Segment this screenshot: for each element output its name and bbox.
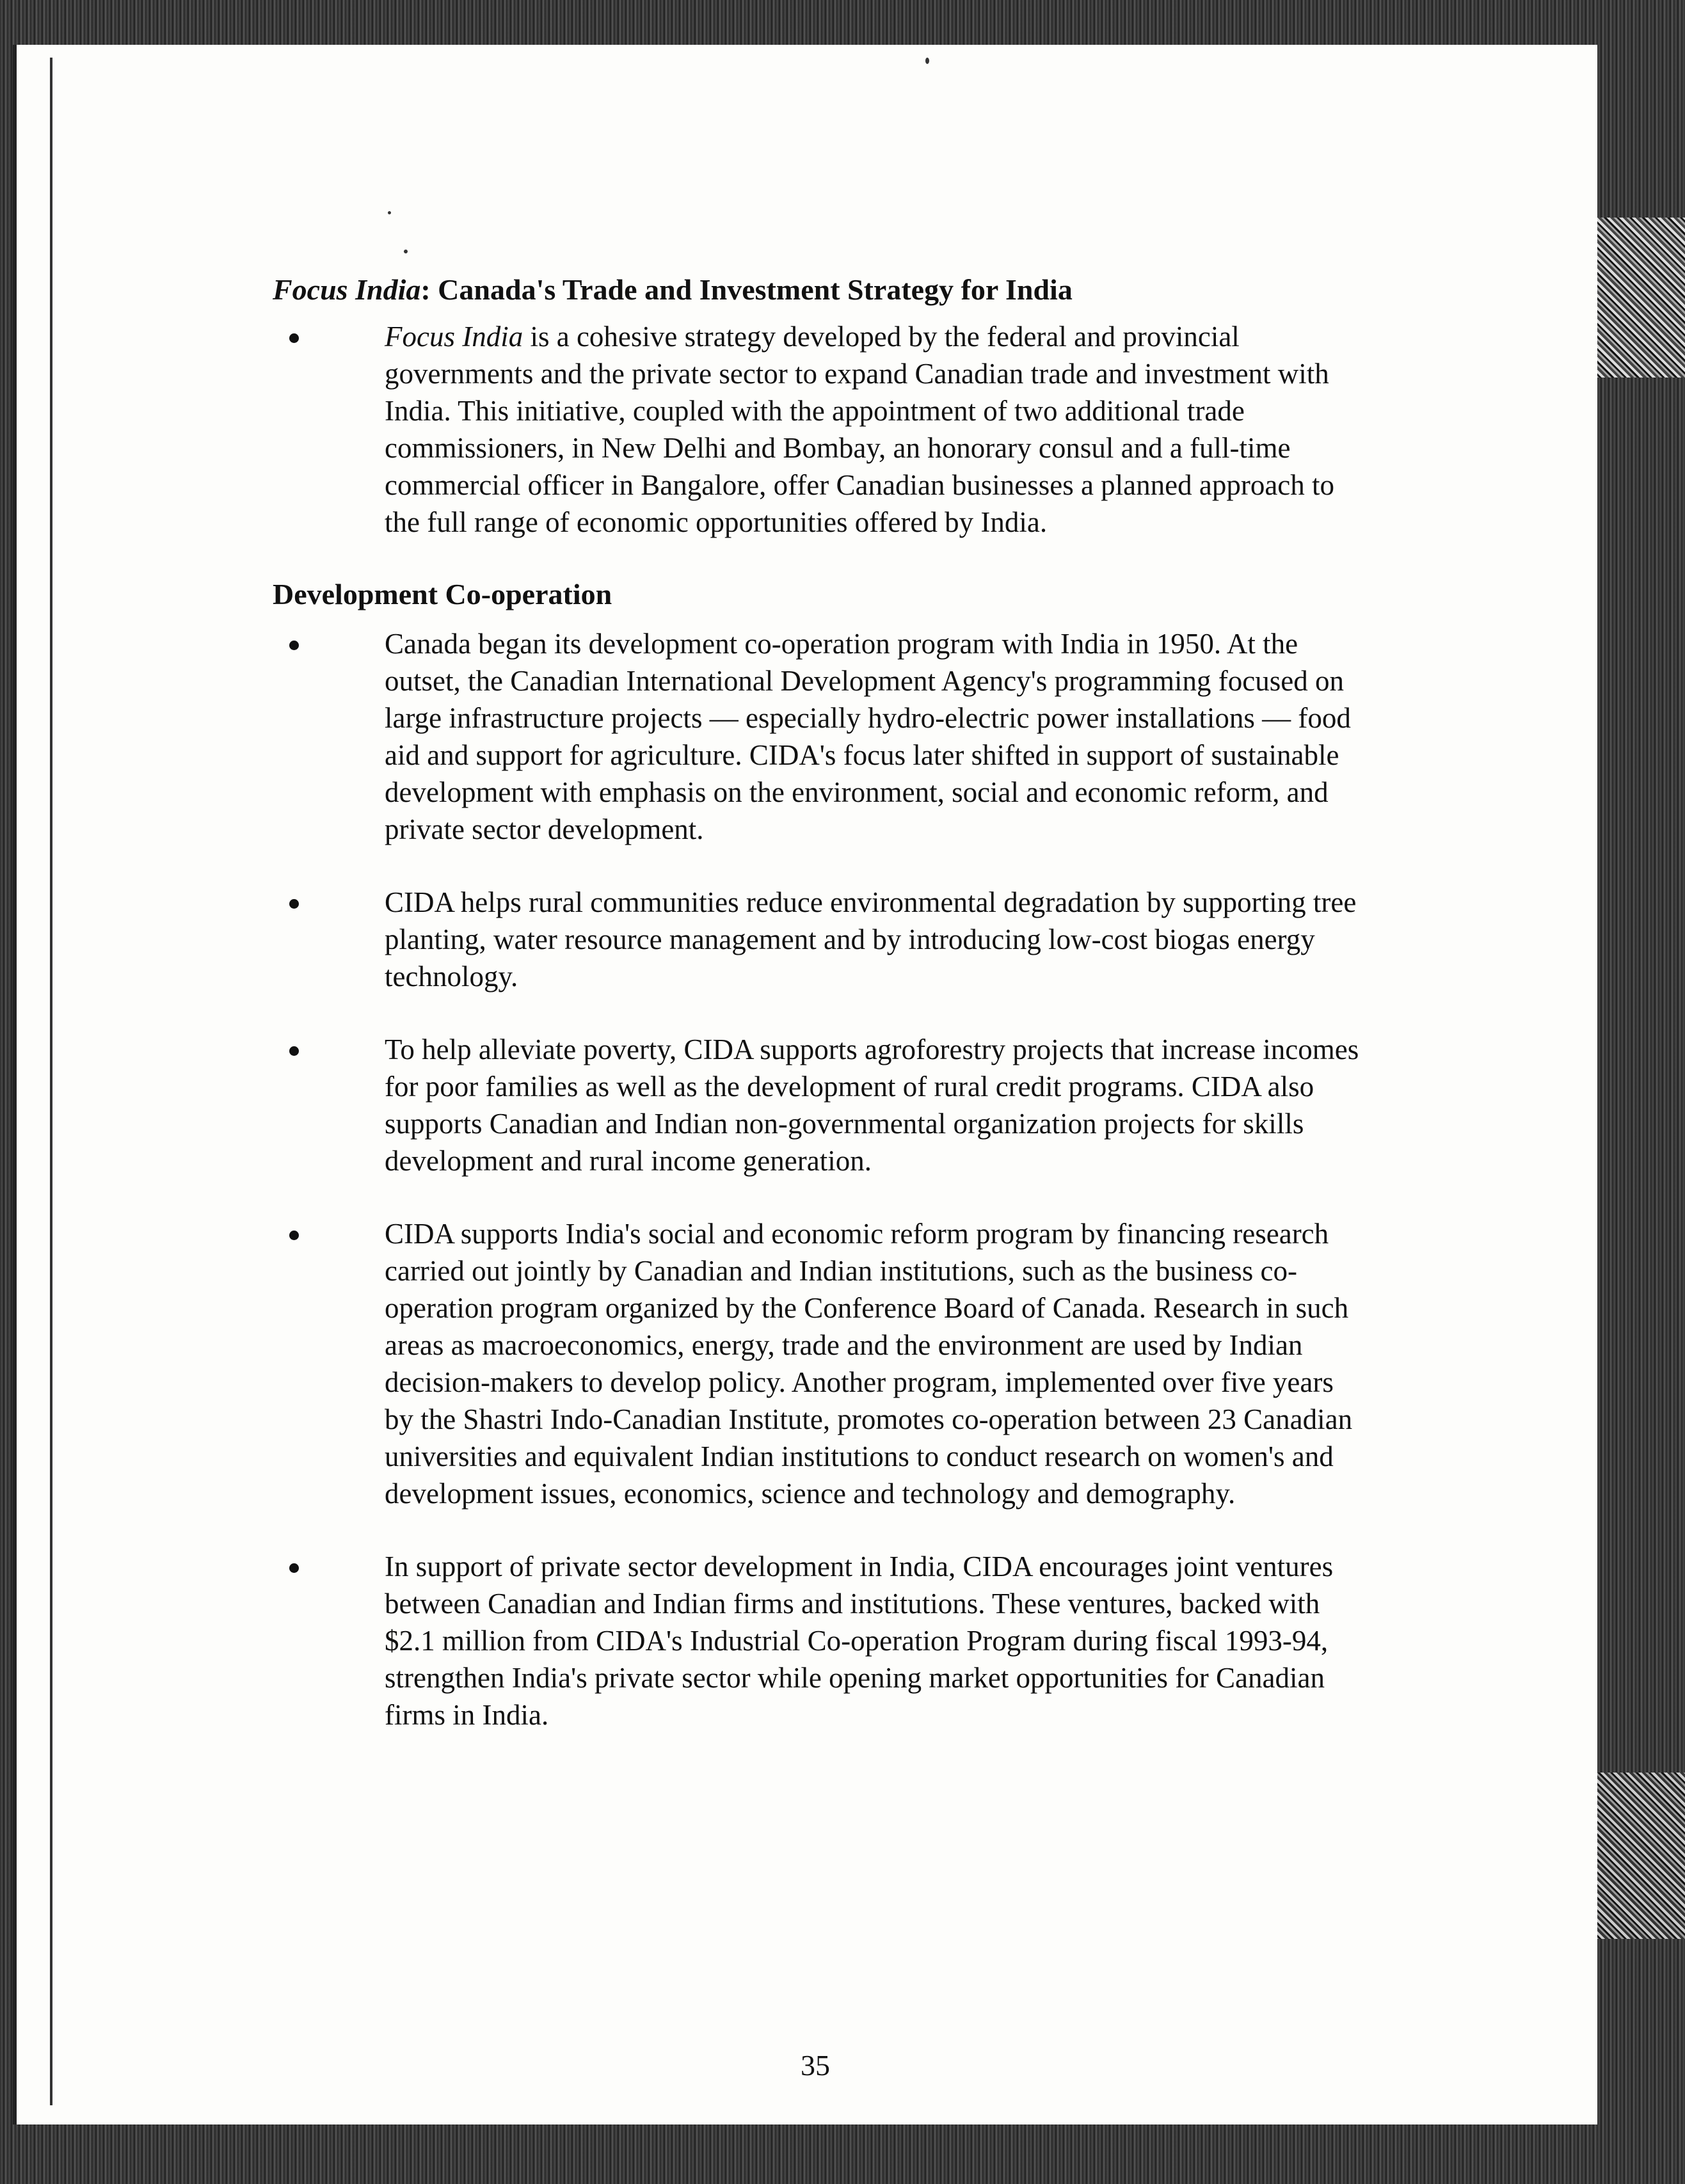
scan-speck [388, 211, 391, 214]
list-item-emphasis: Focus India [385, 321, 523, 353]
list-item [273, 1548, 1361, 1734]
scan-edge-texture [1589, 1773, 1685, 1939]
bullet-icon [289, 899, 299, 909]
section-title-development-cooperation: Development Co-operation [273, 578, 612, 610]
list-item [273, 1215, 1361, 1512]
document-content [273, 272, 1361, 1769]
list-item-text: In support of private sector development in India, CIDA encourages joint ventures between Canadian and Indian firms and institutions. These ventures, backed with $2.1 million from CIDA's Industrial Co-operation Program during fiscal 1993-94, strengthen India's private sector while opening market opportunities for Canadian firms in India. [385, 1550, 1334, 1731]
list-item [273, 625, 1361, 848]
focus-india-list [273, 318, 1361, 541]
bullet-icon [289, 641, 299, 650]
list-item-text: To help alleviate poverty, CIDA supports agroforestry projects that increase incomes for poor families as well as the development of rural credit programs. CIDA also supports Canadian and Indian non-governmental organization projects for skills development and rural income generation. [385, 1033, 1359, 1177]
list-item [273, 1031, 1361, 1179]
page-number: 35 [801, 2049, 830, 2082]
development-cooperation-list [273, 625, 1361, 1734]
section-title-focus-india [273, 272, 1361, 308]
binding-line [50, 58, 52, 2105]
bullet-icon [289, 1563, 299, 1573]
bullet-icon [289, 1046, 299, 1056]
bullet-icon [289, 1231, 299, 1240]
list-item [273, 318, 1361, 541]
list-item-text: Canada began its development co-operation program with India in 1950. At the outset, the Canadian International Development Agency's programming focused on large infrastructure projects — especially hydro-electric power installations — food aid and support for agriculture. CIDA's focus later shifted in support of sustainable development with emphasis on the environment, social and economic reform, and private sector development. [385, 628, 1351, 845]
list-item-text [385, 321, 1334, 538]
list-item-body: is a cohesive strategy developed by the federal and provincial governments and the private sector to expand Canadian trade and investment with India. This initiative, coupled with the appointment of two additional trade commissioners, in New Delhi and Bombay, an honorary consul and a full-time commercial officer in Bangalore, offer Canadian businesses a planned approach to the full range of economic opportunities offered by India. [385, 321, 1335, 538]
scan-speck [925, 58, 929, 64]
scan-edge-texture [1589, 218, 1685, 378]
bullet-icon [289, 333, 299, 343]
list-item-text: CIDA supports India's social and economic reform program by financing research carried out jointly by Canadian and Indian institutions, such as the business co-operation program organized by the Conference Board of Canada. Research in such areas as macroeconomics, energy, trade and the environment are used by Indian decision-makers to develop policy. Another program, implemented over five years by the Shastri Indo-Canadian Institute, promotes co-operation between 23 Canadian universities and equivalent Indian institutions to conduct research on women's and development issues, economics, science and technology and demography. [385, 1218, 1353, 1510]
section-title-emphasis: Focus India [273, 273, 421, 306]
list-item-text: CIDA helps rural communities reduce environmental degradation by supporting tree planting, water resource management and by introducing low-cost biogas energy technology. [385, 886, 1357, 992]
document-page [13, 45, 1597, 2124]
list-item [273, 884, 1361, 995]
scan-speck [404, 250, 408, 253]
section-title-text: : Canada's Trade and Investment Strategy for India [420, 273, 1073, 306]
